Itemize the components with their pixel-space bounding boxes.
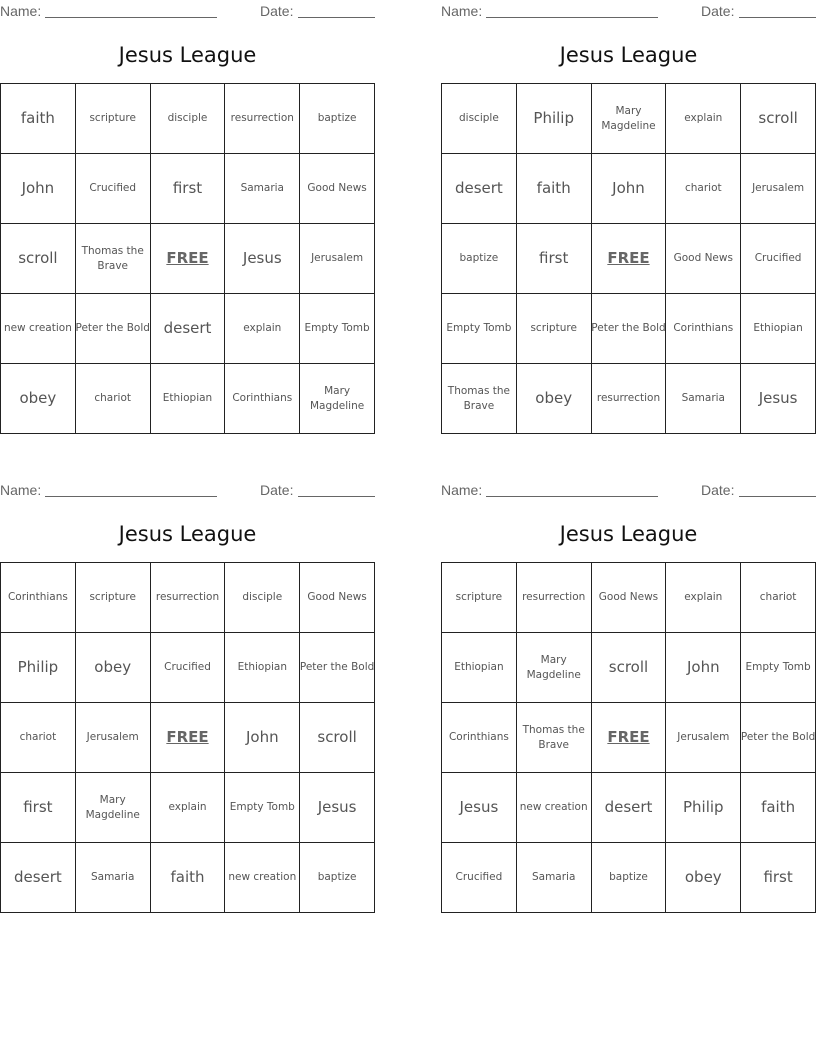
name-blank-line (486, 17, 658, 18)
bingo-cell: disciple (225, 563, 300, 633)
bingo-cell: Ethiopian (151, 364, 226, 434)
bingo-cell: desert (151, 294, 226, 364)
bingo-cell: Corinthians (442, 703, 517, 773)
card-title: Jesus League (118, 522, 257, 546)
bingo-cell: explain (151, 773, 226, 843)
bingo-cell: scripture (76, 563, 151, 633)
bingo-cell: Jesus (442, 773, 517, 843)
bingo-cell: faith (517, 154, 592, 224)
name-label: Name: (0, 3, 42, 19)
bingo-cell: Mary Magdeline (300, 364, 375, 434)
bingo-cell: Good News (592, 563, 667, 633)
bingo-cell: scripture (442, 563, 517, 633)
date-blank-line (739, 496, 816, 497)
bingo-cell: John (666, 633, 741, 703)
bingo-cell: disciple (151, 84, 226, 154)
name-date-header (441, 479, 816, 501)
bingo-cell: Jerusalem (300, 224, 375, 294)
bingo-cell: chariot (741, 563, 816, 633)
bingo-cell: resurrection (517, 563, 592, 633)
bingo-cell: first (1, 773, 76, 843)
bingo-cell: Good News (666, 224, 741, 294)
bingo-cell: Philip (666, 773, 741, 843)
date-label: Date: (260, 3, 294, 19)
date-label: Date: (701, 3, 735, 19)
bingo-cell: resurrection (151, 563, 226, 633)
bingo-cell: desert (1, 843, 76, 913)
bingo-cell: Mary Magdeline (592, 84, 667, 154)
bingo-cell: chariot (1, 703, 76, 773)
bingo-cell: new creation (517, 773, 592, 843)
card-title: Jesus League (559, 43, 698, 67)
bingo-cell: Samaria (517, 843, 592, 913)
name-blank-line (45, 496, 217, 497)
bingo-cell: scripture (517, 294, 592, 364)
bingo-cell: John (1, 154, 76, 224)
free-space: FREE (151, 703, 226, 773)
bingo-cell: Philip (1, 633, 76, 703)
bingo-cell: Samaria (225, 154, 300, 224)
bingo-cell: Empty Tomb (442, 294, 517, 364)
date-blank-line (298, 17, 375, 18)
bingo-cell: baptize (592, 843, 667, 913)
bingo-cell: explain (666, 84, 741, 154)
bingo-cell: scroll (300, 703, 375, 773)
bingo-grid (0, 562, 375, 913)
bingo-cell: obey (517, 364, 592, 434)
bingo-cell: faith (741, 773, 816, 843)
bingo-cell: explain (666, 563, 741, 633)
bingo-cell: faith (1, 84, 76, 154)
bingo-cell: baptize (442, 224, 517, 294)
bingo-cell: Ethiopian (442, 633, 517, 703)
bingo-cell: Peter the Bold (300, 633, 375, 703)
bingo-cell: resurrection (592, 364, 667, 434)
bingo-cell: Good News (300, 154, 375, 224)
name-date-header (441, 0, 816, 22)
bingo-cell: Samaria (76, 843, 151, 913)
bingo-cell: first (741, 843, 816, 913)
bingo-cell: John (592, 154, 667, 224)
bingo-cell: Empty Tomb (225, 773, 300, 843)
date-blank-line (739, 17, 816, 18)
bingo-cell: Corinthians (1, 563, 76, 633)
bingo-cell: resurrection (225, 84, 300, 154)
bingo-cell: scroll (592, 633, 667, 703)
bingo-cell: desert (592, 773, 667, 843)
bingo-card (441, 0, 816, 412)
bingo-cell: Crucified (151, 633, 226, 703)
bingo-cell: Corinthians (225, 364, 300, 434)
bingo-cell: explain (225, 294, 300, 364)
bingo-cell: scroll (741, 84, 816, 154)
bingo-cell: scroll (1, 224, 76, 294)
bingo-cell: Ethiopian (741, 294, 816, 364)
bingo-cell: obey (1, 364, 76, 434)
name-label: Name: (441, 3, 483, 19)
bingo-grid (0, 83, 375, 434)
date-label: Date: (701, 482, 735, 498)
bingo-cell: chariot (666, 154, 741, 224)
free-space: FREE (151, 224, 226, 294)
bingo-card (0, 479, 375, 886)
bingo-cell: Jerusalem (666, 703, 741, 773)
bingo-cell: Crucified (442, 843, 517, 913)
bingo-cell: Jerusalem (76, 703, 151, 773)
name-blank-line (486, 496, 658, 497)
bingo-cell: Jesus (225, 224, 300, 294)
name-date-header (0, 0, 375, 22)
bingo-cell: Samaria (666, 364, 741, 434)
bingo-cell: Empty Tomb (300, 294, 375, 364)
bingo-cell: Jerusalem (741, 154, 816, 224)
bingo-cell: John (225, 703, 300, 773)
bingo-cell: Thomas the Brave (76, 224, 151, 294)
bingo-cell: Jesus (300, 773, 375, 843)
bingo-cell: faith (151, 843, 226, 913)
name-label: Name: (441, 482, 483, 498)
free-space: FREE (592, 703, 667, 773)
bingo-cell: scripture (76, 84, 151, 154)
bingo-cell: Thomas the Brave (442, 364, 517, 434)
name-date-header (0, 479, 375, 501)
bingo-cell: Philip (517, 84, 592, 154)
bingo-cell: baptize (300, 84, 375, 154)
bingo-cell: disciple (442, 84, 517, 154)
bingo-cell: Mary Magdeline (517, 633, 592, 703)
bingo-cell: obey (76, 633, 151, 703)
date-blank-line (298, 496, 375, 497)
free-space: FREE (592, 224, 667, 294)
bingo-cell: Crucified (76, 154, 151, 224)
bingo-cell: obey (666, 843, 741, 913)
bingo-cell: Mary Magdeline (76, 773, 151, 843)
card-title: Jesus League (559, 522, 698, 546)
bingo-cell: Empty Tomb (741, 633, 816, 703)
bingo-cell: new creation (1, 294, 76, 364)
bingo-card (0, 0, 375, 412)
bingo-cell: Peter the Bold (76, 294, 151, 364)
bingo-cell: new creation (225, 843, 300, 913)
bingo-cell: Peter the Bold (741, 703, 816, 773)
bingo-cell: Crucified (741, 224, 816, 294)
bingo-cell: first (151, 154, 226, 224)
bingo-cell: Jesus (741, 364, 816, 434)
name-label: Name: (0, 482, 42, 498)
bingo-cell: chariot (76, 364, 151, 434)
bingo-cell: Corinthians (666, 294, 741, 364)
bingo-cell: Ethiopian (225, 633, 300, 703)
bingo-cell: Peter the Bold (592, 294, 667, 364)
bingo-cell: first (517, 224, 592, 294)
bingo-cell: Thomas the Brave (517, 703, 592, 773)
bingo-grid (441, 562, 816, 913)
bingo-grid (441, 83, 816, 434)
card-title: Jesus League (118, 43, 257, 67)
date-label: Date: (260, 482, 294, 498)
bingo-card (441, 479, 816, 886)
bingo-cell: Good News (300, 563, 375, 633)
bingo-cell: baptize (300, 843, 375, 913)
name-blank-line (45, 17, 217, 18)
bingo-cell: desert (442, 154, 517, 224)
